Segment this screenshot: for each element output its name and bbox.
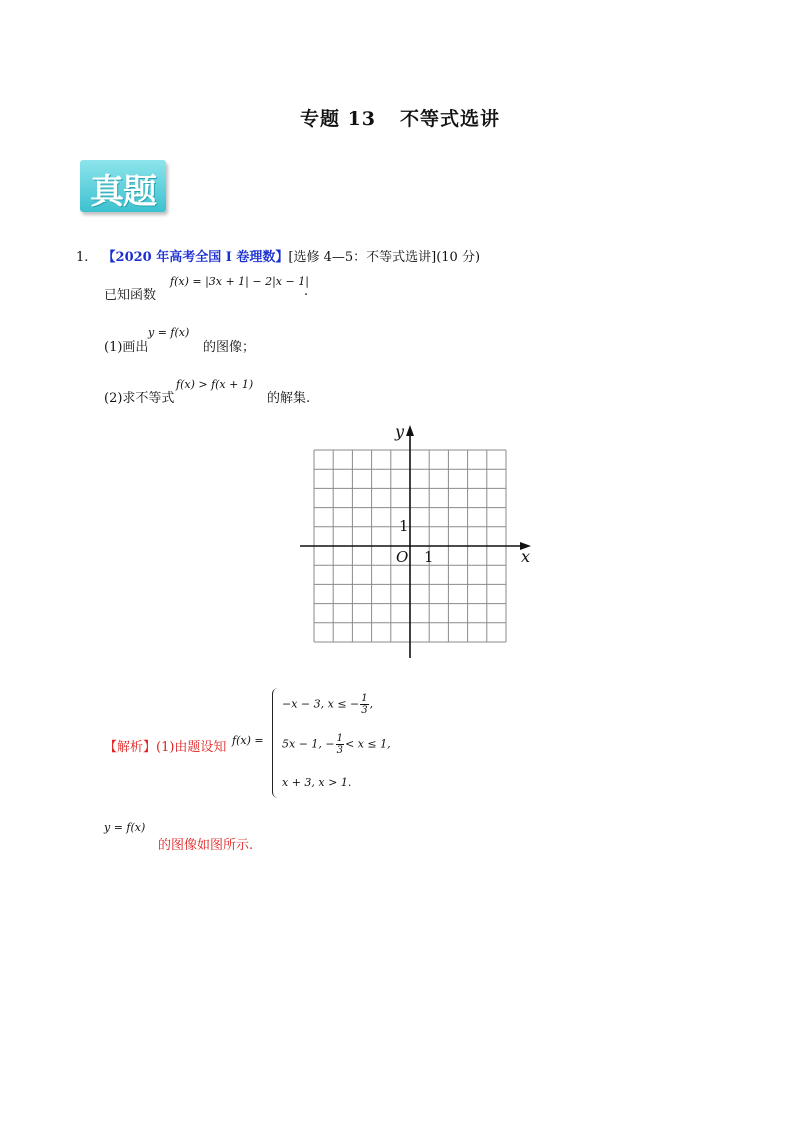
solution-text: (1)由题设知: [156, 740, 227, 755]
case2-expr: 5x − 1, −: [282, 737, 335, 751]
solution-label: 【解析】: [104, 740, 157, 755]
plot-text: 的图像如图所示.: [158, 838, 254, 853]
case2-fraction: [336, 733, 344, 756]
case1-fraction: [360, 693, 368, 716]
piecewise-lhs: f(x) =: [232, 734, 264, 747]
solution-line: [104, 736, 226, 755]
section-badge: [80, 160, 166, 212]
piecewise-case-2: [282, 733, 391, 756]
piecewise-brace: [272, 688, 281, 798]
x-axis-label: x: [521, 547, 531, 566]
x-tick-label: 1: [424, 548, 434, 566]
y-axis-arrow: [406, 425, 414, 436]
piecewise-case-3: x + 3, x > 1.: [282, 776, 352, 789]
case1-numerator: 1: [361, 693, 368, 704]
case1-expr: −x − 3, x ≤ −: [282, 697, 360, 711]
part1-formula: y = f(x): [148, 326, 190, 339]
title-main: 不等式选讲: [400, 108, 501, 130]
case2-denominator: 3: [336, 745, 343, 756]
case1-denominator: 3: [361, 705, 368, 716]
y-tick-label: 1: [399, 517, 409, 535]
part2-text: (2)求不等式: [104, 391, 175, 406]
y-axis-label: y: [395, 422, 405, 441]
case2-end: < x ≤ 1,: [345, 737, 391, 751]
given-formula: f(x) = |3x + 1| − 2|x − 1|: [170, 275, 309, 288]
piecewise-case-1: [282, 693, 373, 716]
case2-numerator: 1: [336, 733, 343, 744]
coordinate-grid: [295, 420, 540, 665]
origin-label: O: [396, 548, 409, 566]
plot-formula: y = f(x): [104, 821, 146, 834]
question-header: [76, 246, 480, 265]
case1-end: ,: [369, 697, 374, 711]
title-prefix: 专题 13: [299, 108, 377, 130]
question-source: 【2020 年高考全国 I 卷理数】: [102, 250, 289, 265]
question-category: [选修 4—5：不等式选讲](10 分): [288, 250, 481, 265]
badge-label: 真题: [90, 172, 156, 212]
part2-formula: f(x) > f(x + 1): [176, 378, 254, 391]
page-title: [0, 104, 800, 131]
question-number: 1.: [76, 250, 89, 265]
given-text: 已知函数: [104, 288, 157, 303]
given-end: .: [304, 284, 309, 299]
part1-text: (1)画出: [104, 340, 149, 355]
part2-end: 的解集.: [267, 391, 311, 406]
part1-end: 的图像；: [203, 340, 256, 355]
